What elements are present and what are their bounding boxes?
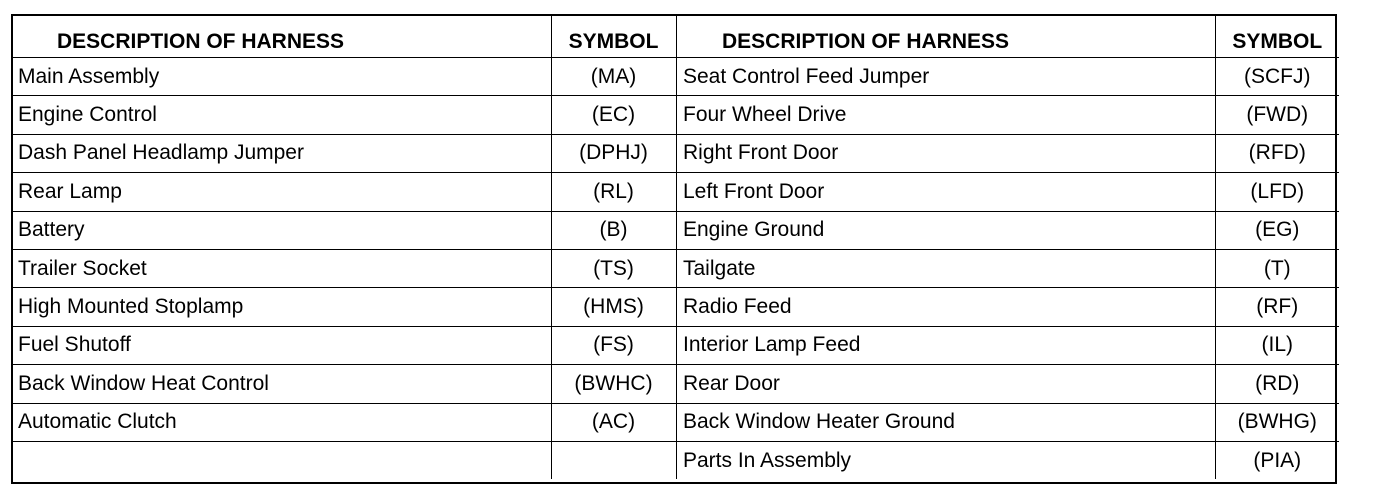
harness-description: Four Wheel Drive xyxy=(677,96,1216,134)
table-row xyxy=(677,365,1339,403)
harness-description: Interior Lamp Feed xyxy=(677,326,1216,364)
harness-symbol: (T) xyxy=(1216,249,1339,287)
table-row xyxy=(12,211,676,249)
harness-description: Back Window Heat Control xyxy=(12,365,551,403)
table-row xyxy=(12,96,676,134)
table-row xyxy=(677,173,1339,211)
table-row xyxy=(12,288,676,326)
header-row xyxy=(12,16,676,58)
table-row xyxy=(677,288,1339,326)
harness-description: Right Front Door xyxy=(677,134,1216,172)
table-row xyxy=(12,365,676,403)
description-header: DESCRIPTION OF HARNESS xyxy=(12,16,551,58)
table-row xyxy=(677,211,1339,249)
table-row xyxy=(677,134,1339,172)
table-row xyxy=(12,173,676,211)
harness-description: High Mounted Stoplamp xyxy=(12,288,551,326)
table-row xyxy=(677,403,1339,441)
harness-symbol: (LFD) xyxy=(1216,173,1339,211)
harness-description: Automatic Clutch xyxy=(12,403,551,441)
table-row xyxy=(12,134,676,172)
harness-symbol: (SCFJ) xyxy=(1216,58,1339,96)
harness-symbol: (RF) xyxy=(1216,288,1339,326)
symbol-header: SYMBOL xyxy=(551,16,676,58)
table-row xyxy=(677,249,1339,287)
table-row xyxy=(677,326,1339,364)
harness-symbol xyxy=(551,441,676,479)
harness-symbol: (IL) xyxy=(1216,326,1339,364)
harness-description: Engine Control xyxy=(12,96,551,134)
table-row xyxy=(677,58,1339,96)
harness-table-sheet xyxy=(11,14,1337,484)
harness-symbol: (DPHJ) xyxy=(551,134,676,172)
harness-symbol: (BWHG) xyxy=(1216,403,1339,441)
table-row xyxy=(12,58,676,96)
table-row xyxy=(12,403,676,441)
harness-symbol: (FWD) xyxy=(1216,96,1339,134)
harness-description: Tailgate xyxy=(677,249,1216,287)
harness-description: Left Front Door xyxy=(677,173,1216,211)
harness-description: Rear Lamp xyxy=(12,173,551,211)
table-row xyxy=(12,326,676,364)
harness-symbol: (FS) xyxy=(551,326,676,364)
harness-description: Seat Control Feed Jumper xyxy=(677,58,1216,96)
harness-description xyxy=(12,441,551,479)
harness-symbol: (HMS) xyxy=(551,288,676,326)
harness-symbol: (TS) xyxy=(551,249,676,287)
harness-symbol: (RFD) xyxy=(1216,134,1339,172)
harness-symbol: (RL) xyxy=(551,173,676,211)
table-row-empty xyxy=(12,441,676,479)
description-header: DESCRIPTION OF HARNESS xyxy=(677,16,1216,58)
harness-description: Trailer Socket xyxy=(12,249,551,287)
harness-description: Dash Panel Headlamp Jumper xyxy=(12,134,551,172)
header-row xyxy=(677,16,1339,58)
table-row xyxy=(677,96,1339,134)
harness-table-left xyxy=(12,16,677,479)
harness-description: Parts In Assembly xyxy=(677,441,1216,479)
harness-description: Battery xyxy=(12,211,551,249)
harness-symbol: (EC) xyxy=(551,96,676,134)
table-row xyxy=(677,441,1339,479)
harness-description: Radio Feed xyxy=(677,288,1216,326)
harness-description: Main Assembly xyxy=(12,58,551,96)
harness-symbol: (AC) xyxy=(551,403,676,441)
harness-description: Rear Door xyxy=(677,365,1216,403)
harness-symbol: (RD) xyxy=(1216,365,1339,403)
harness-symbol: (BWHC) xyxy=(551,365,676,403)
table-row xyxy=(12,249,676,287)
harness-description: Engine Ground xyxy=(677,211,1216,249)
harness-symbol: (EG) xyxy=(1216,211,1339,249)
harness-symbol: (MA) xyxy=(551,58,676,96)
harness-description: Fuel Shutoff xyxy=(12,326,551,364)
symbol-header: SYMBOL xyxy=(1216,16,1339,58)
harness-table-right xyxy=(676,16,1339,479)
harness-description: Back Window Heater Ground xyxy=(677,403,1216,441)
harness-symbol: (B) xyxy=(551,211,676,249)
harness-symbol: (PIA) xyxy=(1216,441,1339,479)
